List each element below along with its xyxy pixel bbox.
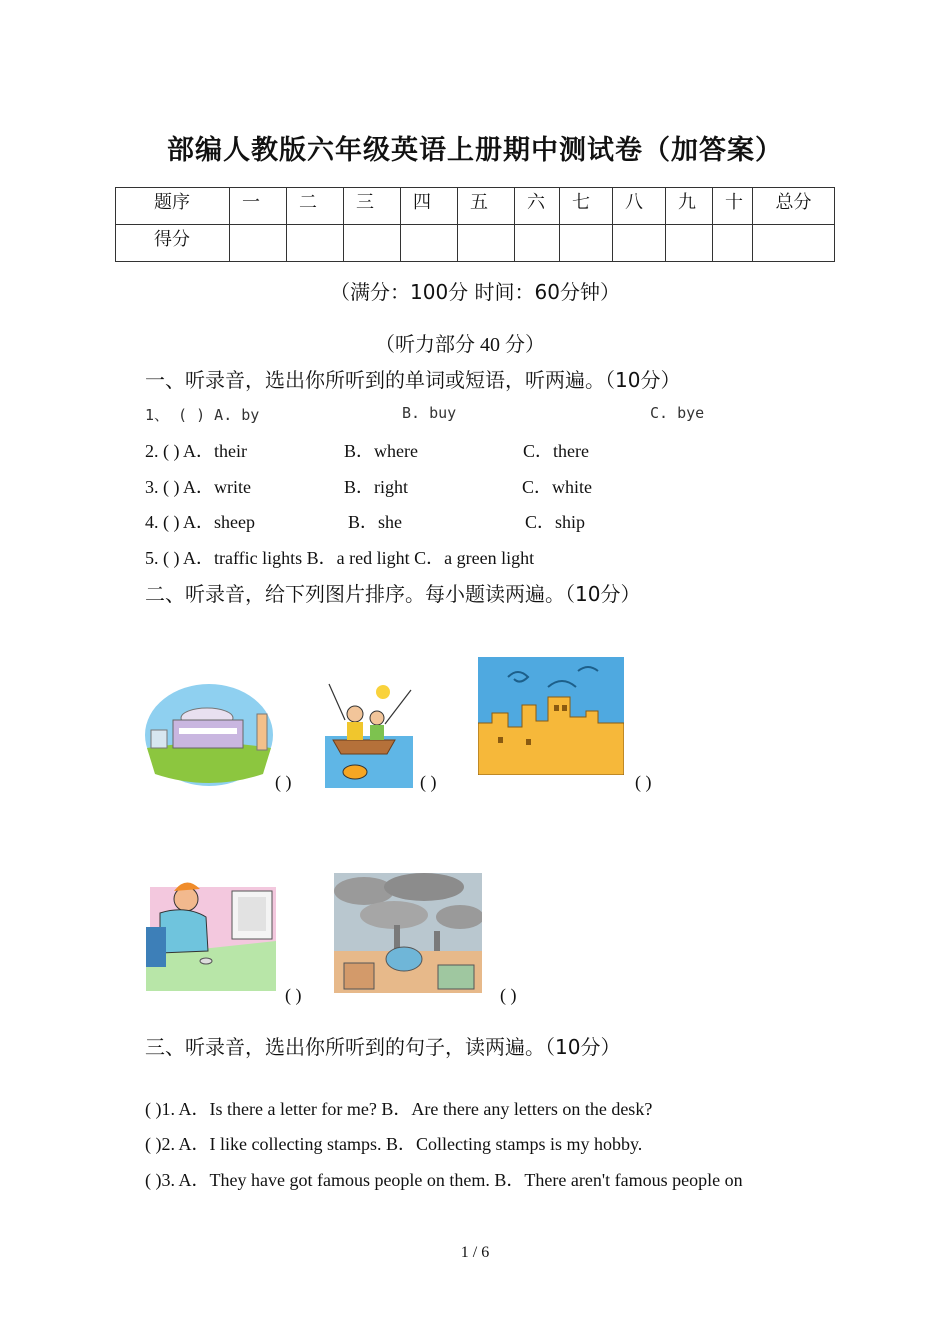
header-cell: 题序 (116, 188, 230, 225)
windy-city-picture (478, 657, 624, 775)
q1-item-1-c: C. bye (650, 404, 705, 422)
score-table-score-row (116, 225, 835, 262)
q1-item-3-c: C．white (522, 477, 592, 497)
q1-item-4-c: C．ship (525, 512, 586, 532)
score-cell[interactable] (666, 225, 713, 262)
section-2-heading: 二、听录音，给下列图片排序。每小题读两遍。（10分） (145, 582, 641, 606)
score-cell[interactable] (713, 225, 753, 262)
answer-paren-5[interactable]: ( ) (500, 985, 517, 1005)
header-cell: 三 (344, 188, 401, 225)
q1-item-5: 5. ( ) A．traffic lights B．a red light C．a green light (145, 548, 535, 568)
header-cell: 总分 (753, 188, 835, 225)
q1-item-2: 2. ( ) A．their (145, 441, 247, 461)
score-cell[interactable] (230, 225, 287, 262)
score-cell[interactable] (753, 225, 835, 262)
header-cell: 七 (560, 188, 613, 225)
score-cell[interactable] (344, 225, 401, 262)
q1-item-3-b: B．right (344, 477, 409, 497)
header-cell: 二 (287, 188, 344, 225)
score-cell[interactable] (458, 225, 515, 262)
fishing-picture (325, 680, 413, 788)
answer-paren-1[interactable]: ( ) (275, 772, 292, 792)
score-label-cell: 得分 (116, 225, 230, 262)
answer-paren-2[interactable]: ( ) (420, 772, 437, 792)
header-cell: 一 (230, 188, 287, 225)
stadium-picture (143, 682, 275, 788)
q3-item-3: ( )3. A．They have got famous people on them. B．There aren't famous people on (145, 1170, 743, 1190)
q1-item-3: 3. ( ) A．write (145, 477, 251, 497)
header-cell: 五 (458, 188, 515, 225)
q1-item-4-b: B．she (348, 512, 402, 532)
header-cell: 十 (713, 188, 753, 225)
score-cell[interactable] (515, 225, 560, 262)
score-cell[interactable] (287, 225, 344, 262)
q1-item-2-c: C．there (523, 441, 589, 461)
answer-paren-3[interactable]: ( ) (635, 772, 652, 792)
part-title: （听力部分 40 分） (375, 334, 545, 356)
score-cell[interactable] (613, 225, 666, 262)
score-cell[interactable] (560, 225, 613, 262)
score-table (115, 187, 835, 262)
section-1-heading: 一、听录音，选出你所听到的单词或短语，听两遍。（10分） (145, 368, 681, 392)
exam-meta: （满分：100分 时间：60分钟） (330, 280, 620, 304)
q3-item-2: ( )2. A．I like collecting stamps. B．Collecting stamps is my hobby. (145, 1134, 643, 1154)
header-cell: 四 (401, 188, 458, 225)
q1-item-4: 4. ( ) A．sheep (145, 512, 255, 532)
score-table-header-row (116, 188, 835, 225)
computer-woman-picture (146, 877, 276, 991)
header-cell: 六 (515, 188, 560, 225)
answer-paren-4[interactable]: ( ) (285, 985, 302, 1005)
q1-item-1-b: B. buy (402, 404, 457, 422)
page-title: 部编人教版六年级英语上册期中测试卷（加答案） (167, 135, 783, 166)
section-3-heading: 三、听录音，选出你所听到的句子，读两遍。（10分） (145, 1035, 621, 1059)
page-number: 1 / 6 (460, 1244, 490, 1261)
q1-item-1: 1、 ( ) A. by (145, 406, 260, 424)
polluted-city-picture (334, 873, 482, 993)
q3-item-1: ( )1. A．Is there a letter for me? B．Are there any letters on the desk? (145, 1099, 653, 1119)
q1-item-2-b: B．where (344, 441, 418, 461)
header-cell: 九 (666, 188, 713, 225)
score-cell[interactable] (401, 225, 458, 262)
header-cell: 八 (613, 188, 666, 225)
